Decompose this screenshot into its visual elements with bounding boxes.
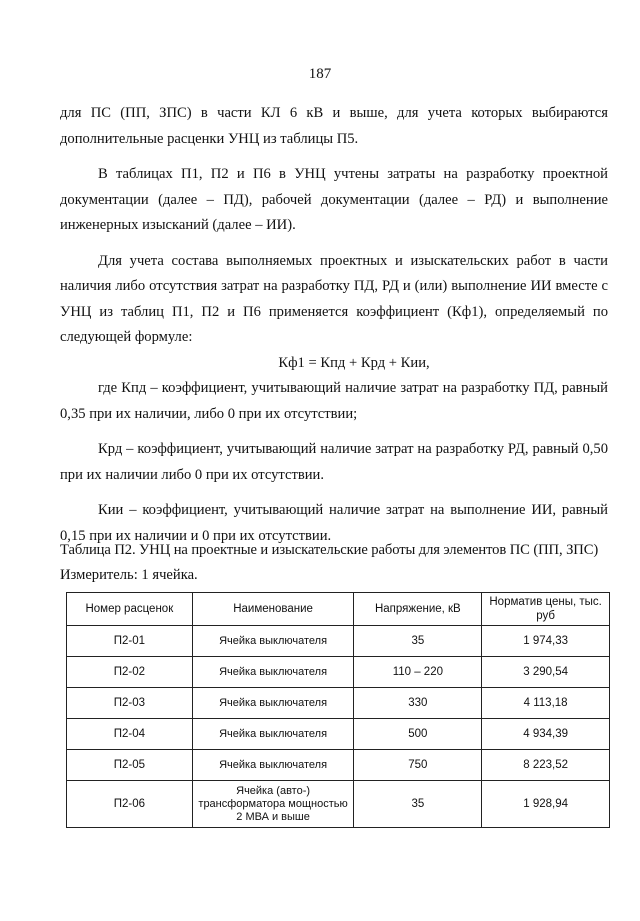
cell-price: 3 290,54 [482,657,610,688]
header-voltage: Напряжение, кВ [354,593,482,626]
header-price: Норматив цены, тыс. руб [482,593,610,626]
page-number: 187 [308,66,332,82]
cell-voltage: 500 [354,719,482,750]
cell-voltage: 330 [354,688,482,719]
cell-name: Ячейка выключателя [192,719,354,750]
cell-voltage: 35 [354,781,482,828]
cell-code: П2-05 [67,750,193,781]
cell-price: 4 934,39 [482,719,610,750]
table-row [67,688,610,719]
cell-price: 1 928,94 [482,781,610,828]
cell-price: 4 113,18 [482,688,610,719]
header-name: Наименование [192,593,354,626]
cell-voltage: 110 – 220 [354,657,482,688]
cell-price: 8 223,52 [482,750,610,781]
table-caption: Таблица П2. УНЦ на проектные и изыскательские работы для элементов ПС (ПП, ЗПС) [60,542,599,558]
paragraph-kii: Кии – коэффициент, учитывающий наличие затрат на выполнение ИИ, равный 0,15 при их наличии и 0 при их отсутствии. [60,502,608,544]
table-row [67,626,610,657]
table-row [67,781,610,828]
paragraph-tables-costs: В таблицах П1, П2 и П6 в УНЦ учтены затраты на разработку проектной документации (далее – ПД), рабочей документации (далее – РД) и выполнение инженерных изысканий (далее – ИИ). [60,166,608,233]
paragraph-kpd: где Кпд – коэффициент, учитывающий наличие затрат на разработку ПД, равный 0,35 при их наличии, либо 0 при их отсутствии; [60,380,608,422]
cell-name: Ячейка выключателя [192,626,354,657]
cell-name: Ячейка выключателя [192,750,354,781]
paragraph-coefficient-intro: Для учета состава выполняемых проектных и изыскательских работ в части наличия либо отсутствия затрат на разработку ПД, РД и (или) выполнение ИИ вместе с УНЦ из таблиц П1, П2 и П6 применяется коэффициент (Кф1), определяемый по следующей формуле: [60,252,608,345]
table-measure: Измеритель: 1 ячейка. [60,567,198,583]
cell-voltage: 750 [354,750,482,781]
cell-code: П2-06 [67,781,193,828]
cell-price: 1 974,33 [482,626,610,657]
table-row [67,750,610,781]
cell-code: П2-03 [67,688,193,719]
cell-name: Ячейка (авто-) трансформатора мощностью 2 МВА и выше [192,781,354,828]
formula: Кф1 = Кпд + Крд + Кии, [278,354,430,371]
body-text [60,101,608,549]
cell-code: П2-01 [67,626,193,657]
table-caption-block [60,538,620,588]
cell-code: П2-04 [67,719,193,750]
cell-name: Ячейка выключателя [192,688,354,719]
table-row [67,719,610,750]
table-row [67,657,610,688]
cell-voltage: 35 [354,626,482,657]
header-code: Номер расценок [67,593,193,626]
cell-code: П2-02 [67,657,193,688]
paragraph-krd: Крд – коэффициент, учитывающий наличие затрат на разработку РД, равный 0,50 при их наличии либо 0 при их отсутствии. [60,441,608,483]
paragraph-continuation: для ПС (ПП, ЗПС) в части КЛ 6 кВ и выше, для учета которых выбираются дополнительные расценки УНЦ из таблицы П5. [60,105,608,147]
table-header-row [67,593,610,626]
cell-name: Ячейка выключателя [192,657,354,688]
price-table [66,592,610,828]
